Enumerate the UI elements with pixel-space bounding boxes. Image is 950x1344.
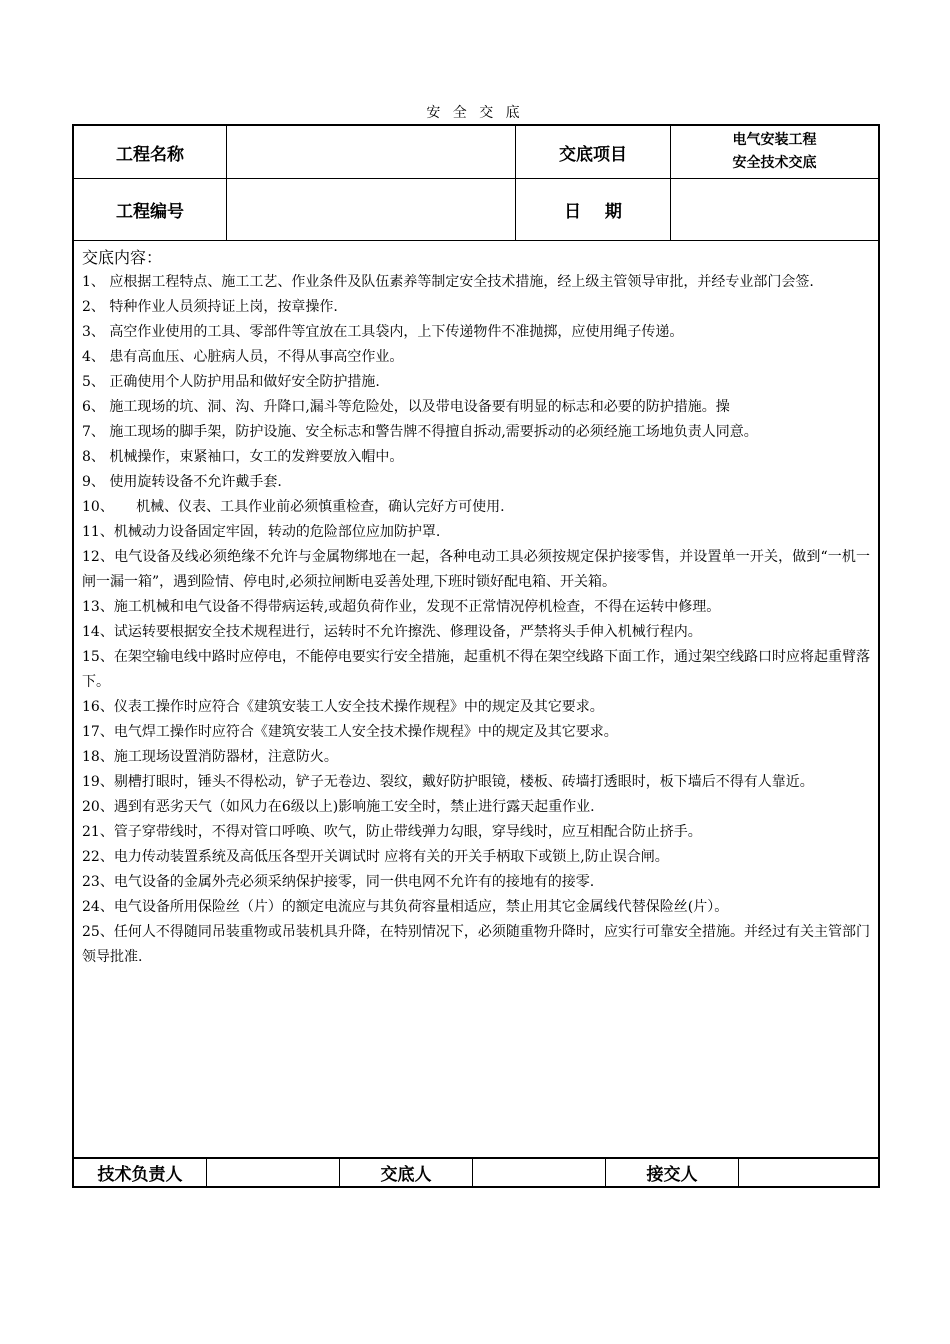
- content-heading: 交底内容：: [82, 248, 163, 267]
- content-item-2: 2、 特种作业人员须持证上岗，按章操作.: [82, 299, 338, 315]
- content-item-3: 3、 高空作业使用的工具、零部件等宜放在工具袋内，上下传递物件不准抛掷，应使用绳子传递。: [82, 324, 684, 340]
- content-item-16: 16、仪表工操作时应符合《建筑安装工人安全技术操作规程》中的规定及其它要求。: [82, 699, 604, 715]
- project-name-label: 工程名称: [74, 126, 227, 178]
- content-item-14: 14、试运转要根据安全技术规程进行，运转时不允许擦洗、修理设备，严禁将头手伸入机械行程内。: [82, 624, 702, 640]
- content-item-4: 4、 患有高血压、心脏病人员，不得从事高空作业。: [82, 349, 404, 365]
- content-item-22: 22、电力传动装置系统及高低压各型开关调试时 应将有关的开关手柄取下或锁上,防止误合闸。: [82, 849, 669, 865]
- disclosure-item-label: 交底项目: [516, 126, 671, 178]
- content-item-1: 1、 应根据工程特点、施工工艺、作业条件及队伍素养等制定安全技术措施，经上级主管领导审批，并经专业部门会签.: [82, 274, 814, 290]
- presenter-label: 交底人: [340, 1159, 473, 1186]
- content-item-18: 18、施工现场设置消防器材，注意防火。: [82, 749, 338, 765]
- content-item-25: 25、任何人不得随同吊装重物或吊装机具升降，在特别情况下，必须随重物升降时，应实行可靠安全措施。并经过有关主管部门领导批准.: [82, 924, 870, 965]
- receiver-label: 接交人: [606, 1159, 739, 1186]
- content-item-19: 19、剔槽打眼时，锤头不得松动，铲子无卷边、裂纹，戴好防护眼镜，楼板、砖墙打透眼时，板下墙后不得有人靠近。: [82, 774, 814, 790]
- content-item-9: 9、 使用旋转设备不允许戴手套.: [82, 474, 282, 490]
- content-item-23: 23、电气设备的金属外壳必须采纳保护接零，同一供电网不允许有的接地有的接零.: [82, 874, 595, 890]
- receiver-field[interactable]: [739, 1159, 878, 1186]
- content-item-10: 10、 机械、仪表、工具作业前必须慎重检查，确认完好方可使用.: [82, 499, 505, 515]
- project-number-label: 工程编号: [74, 179, 227, 240]
- header-row-2: [74, 179, 878, 241]
- disclosure-content: [74, 242, 878, 1156]
- content-item-11: 11、机械动力设备固定牢固，转动的危险部位应加防护罩.: [82, 524, 441, 540]
- project-number-field[interactable]: [227, 179, 516, 240]
- disclosure-item-line2: 安全技术交底: [732, 155, 817, 171]
- content-item-20: 20、遇到有恶劣天气（如风力在6级以上)影响施工安全时，禁止进行露天起重作业.: [82, 799, 595, 815]
- disclosure-item-line1: 电气安装工程: [732, 132, 817, 148]
- content-item-17: 17、电气焊工操作时应符合《建筑安装工人安全技术操作规程》中的规定及其它要求。: [82, 724, 618, 740]
- disclosure-item-value: [671, 126, 878, 178]
- content-item-24: 24、电气设备所用保险丝（片）的额定电流应与其负荷容量相适应，禁止用其它金属线代替保险丝(片）。: [82, 899, 729, 915]
- date-label: 日 期: [516, 179, 671, 240]
- tech-lead-label: 技术负责人: [74, 1159, 207, 1186]
- signature-row: [74, 1157, 878, 1186]
- presenter-field[interactable]: [473, 1159, 606, 1186]
- date-field[interactable]: [671, 179, 878, 240]
- content-item-5: 5、 正确使用个人防护用品和做好安全防护措施.: [82, 374, 380, 390]
- content-item-6: 6、 施工现场的坑、洞、沟、升降口,漏斗等危险处，以及带电设备要有明显的标志和必要的防护措施。操: [82, 399, 730, 415]
- disclosure-form: [72, 124, 880, 1188]
- project-name-field[interactable]: [227, 126, 516, 178]
- document-title: 安 全 交 底: [426, 105, 524, 121]
- tech-lead-field[interactable]: [207, 1159, 340, 1186]
- content-item-15: 15、在架空输电线中路时应停电，不能停电要实行安全措施，起重机不得在架空线路下面工作，通过架空线路口时应将起重臂落下。: [82, 649, 870, 690]
- content-item-8: 8、 机械操作，束紧袖口，女工的发辫要放入帽中。: [82, 449, 404, 465]
- content-item-21: 21、管子穿带线时，不得对管口呼唤、吹气，防止带线弹力勾眼，穿导线时，应互相配合防止挤手。: [82, 824, 702, 840]
- content-item-13: 13、施工机械和电气设备不得带病运转,或超负荷作业，发现不正常情况停机检查，不得在运转中修理。: [82, 599, 721, 615]
- content-item-12: 12、电气设备及线必须绝缘不允许与金属物绑地在一起，各种电动工具必须按规定保护接零售，并设置单一开关，做到“一机一闸一漏一箱”，遇到险情、停电时,必须拉闸断电妥善处理,下班时锁好配电箱、开关箱。: [82, 549, 870, 590]
- header-row-1: [74, 126, 878, 179]
- content-item-7: 7、 施工现场的脚手架，防护设施、安全标志和警告牌不得擅自拆动,需要拆动的必须经施工场地负责人同意。: [82, 424, 758, 440]
